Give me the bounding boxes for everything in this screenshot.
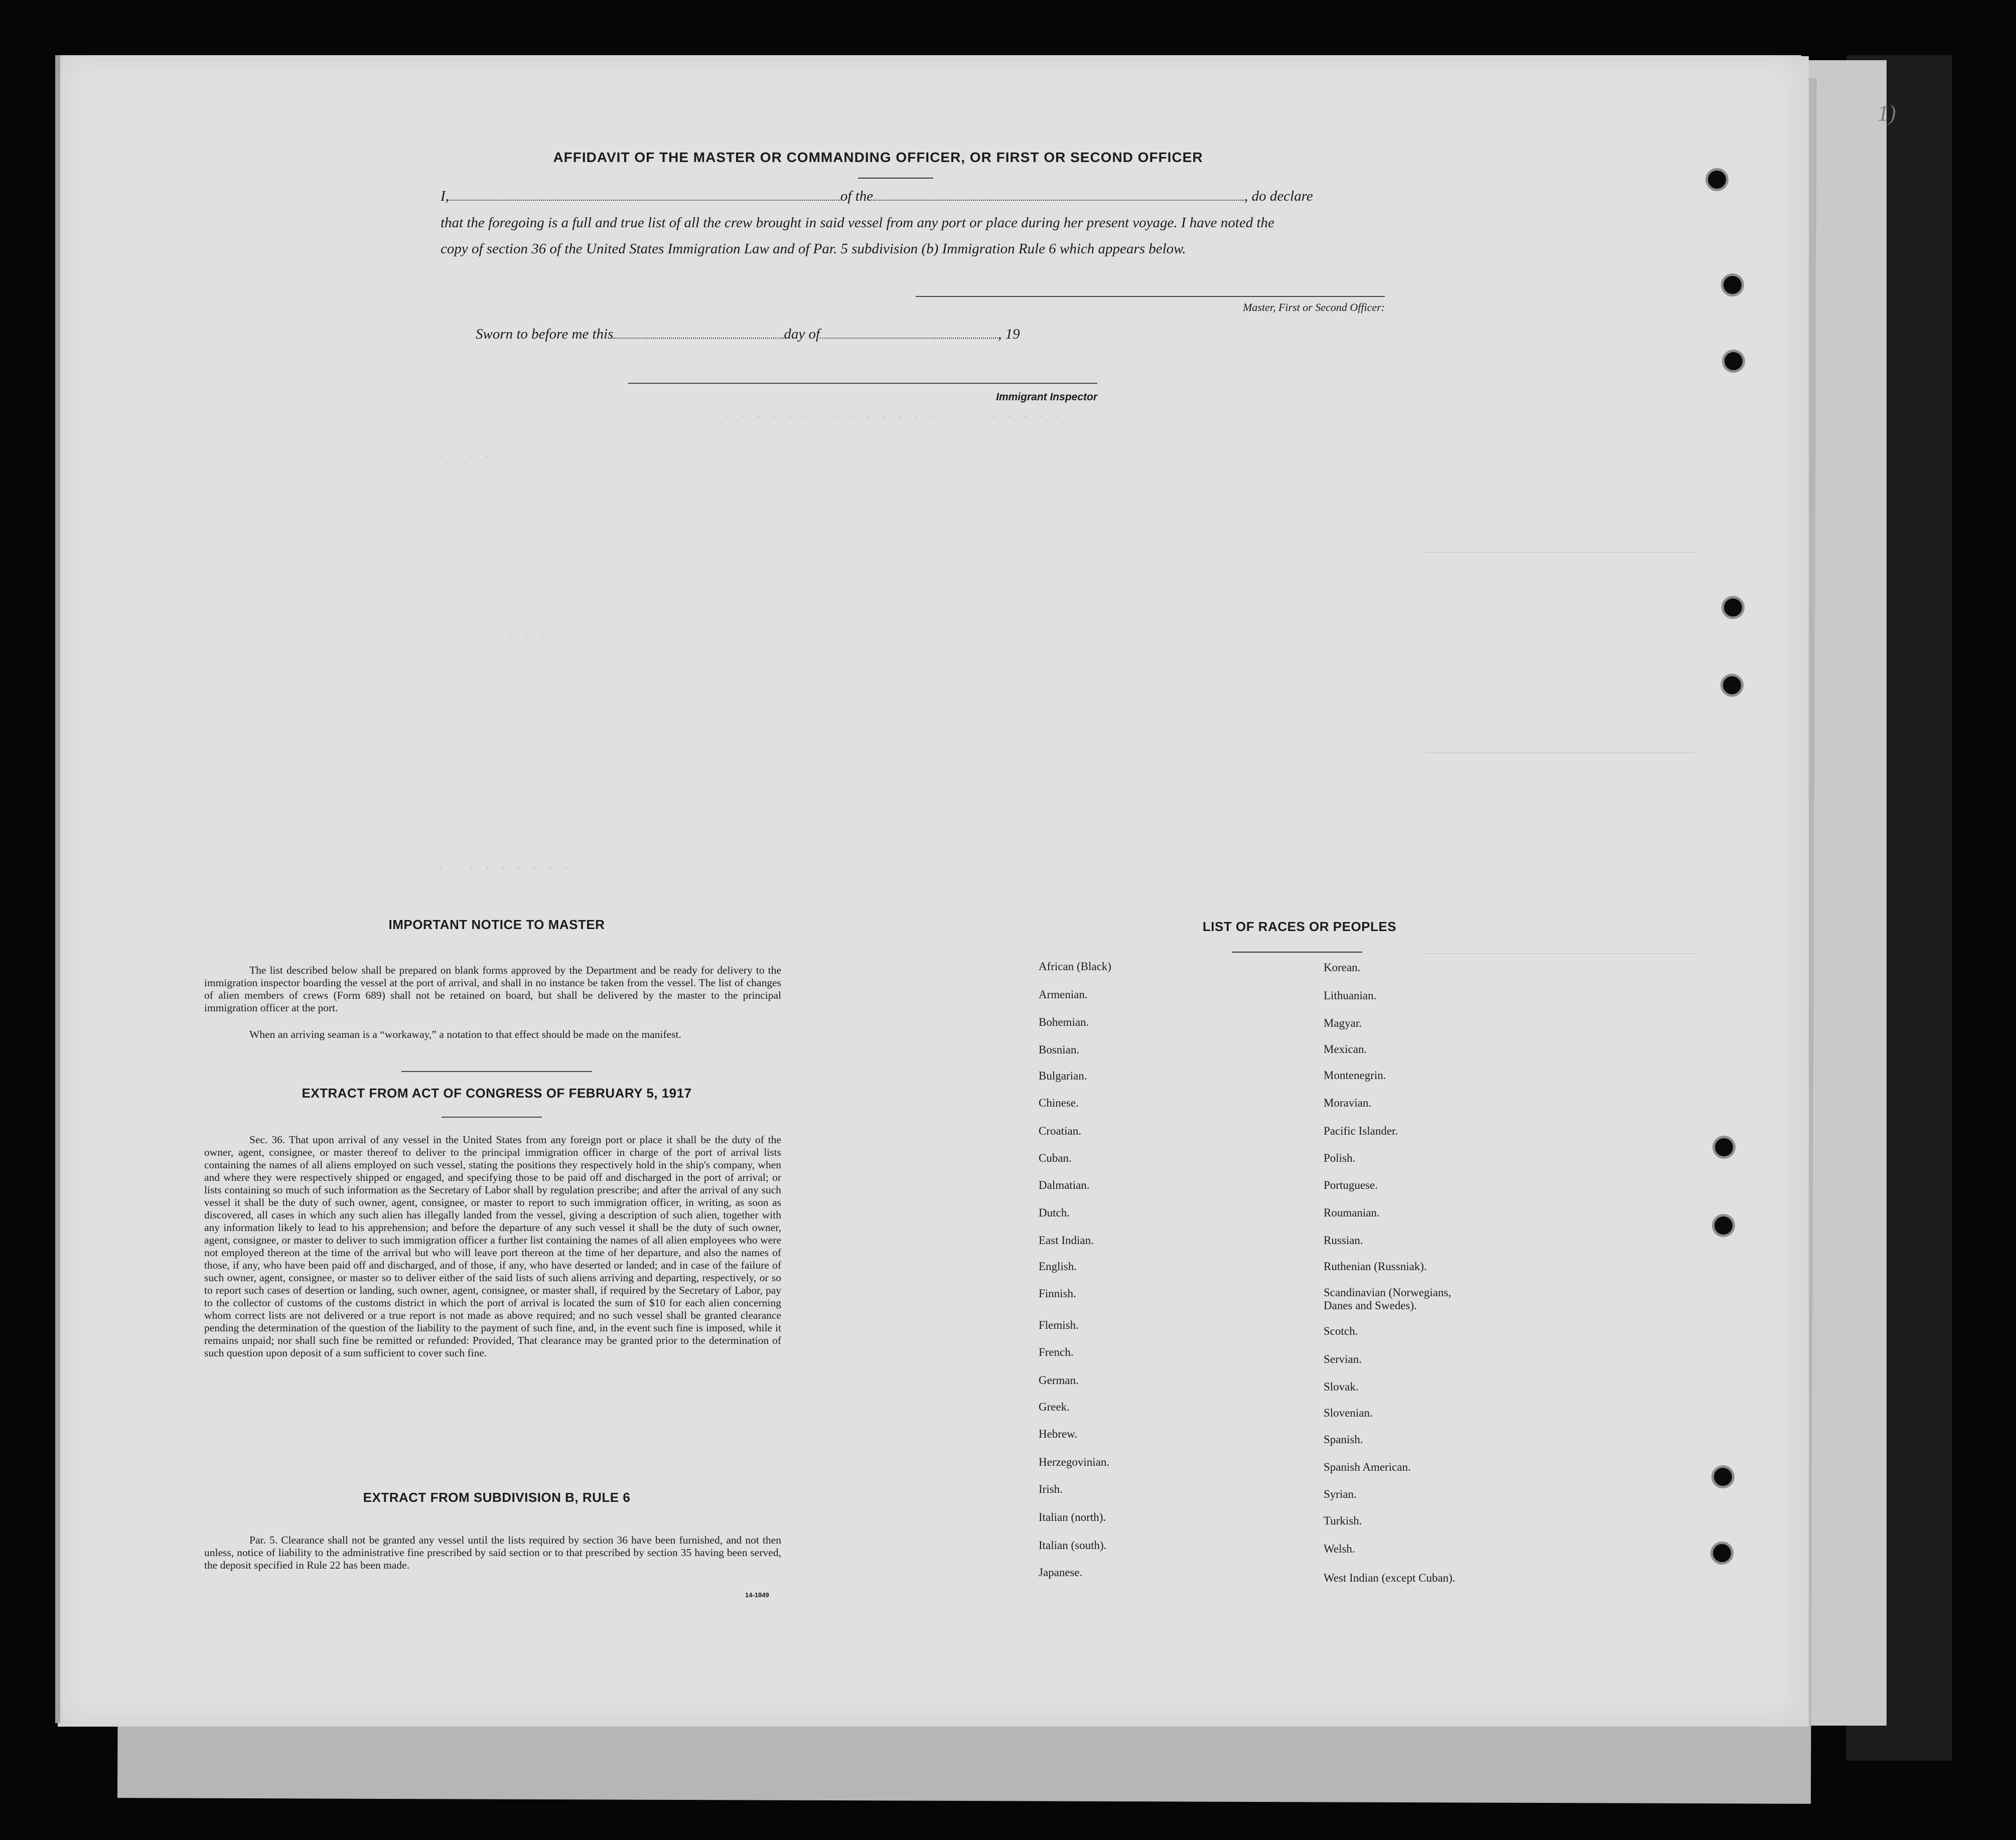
bleed-through-line [1425, 552, 1696, 553]
race-entry: Greek. [1039, 1401, 1070, 1413]
race-entry: Italian (south). [1039, 1539, 1107, 1552]
race-entry: Lithuanian. [1324, 989, 1377, 1002]
race-entry: Finnish. [1039, 1287, 1076, 1300]
rule6-paragraph-5: Par. 5. Clearance shall not be granted any vessel until the lists required by section 36 have been furnished, and not then unless, notice of liability to the administrative fine prescribed by said section or to that prescribed by section 35 having been served, the deposit specified in Rule 22 has been made. [204, 1534, 781, 1571]
race-entry: West Indian (except Cuban). [1324, 1572, 1456, 1584]
race-entry: Mexican. [1324, 1043, 1367, 1055]
rule6-extract-title: EXTRACT FROM SUBDIVISION B, RULE 6 [363, 1490, 631, 1505]
race-entry: Hebrew. [1039, 1428, 1078, 1440]
race-entry: Cuban. [1039, 1152, 1072, 1164]
race-entry: Pacific Islander. [1324, 1125, 1398, 1137]
race-entry: Welsh. [1324, 1543, 1355, 1555]
race-entry: Armenian. [1039, 988, 1088, 1001]
race-entry: Russian. [1324, 1234, 1363, 1247]
race-entry: Servian. [1324, 1353, 1362, 1365]
race-entry: French. [1039, 1346, 1074, 1358]
year-label: , 19 [998, 326, 1020, 342]
race-entry: Herzegovinian. [1039, 1456, 1110, 1468]
race-entry: Spanish American. [1324, 1461, 1411, 1473]
act-extract-title: EXTRACT FROM ACT OF CONGRESS OF FEBRUARY 5, 1917 [302, 1086, 692, 1101]
act-section-36-text: Sec. 36. That upon arrival of any vessel in the United States from any foreign port or place it shall be the duty of the owner, agent, consignee, or master thereof to deliver to the principal immigration officer in charge of the port of arrival lists containing the names of all aliens employed on such vessel, stating the positions they respectively hold in the ship's company, when and where they were respectively shipped or engaged, and specifying those to be paid off and discharged in the port of arrival; or lists containing so much of such information as the Secretary of Labor shall by regulation prescribe; and after the arrival of any such vessel it shall be the duty of such owner, agent, consignee, or master to report to such immigration officer, in writing, as soon as discovered, all cases in which any such alien has illegally landed from the vessel, giving a description of such alien, together with any information likely to lead to his apprehension; and before the departure of any such vessel it shall be the duty of such owner, agent, consignee, or master to deliver to such immigration officer a further list containing the names of all alien employees who were not employed thereon at the time of the arrival but who will leave port thereon at the time of her departure, and also the names of those, if any, who have been paid off and discharged, and of those, if any, who have deserted or landed; and in case of the failure of such owner, agent, consignee, or master so to deliver either of the said lists of such aliens arriving and departing, respectively, or so to report such cases of desertion or landing, such owner, agent, consignee, or master shall, if required by the Secretary of Labor, pay to the collector of customs of the customs district in which the port of arrival is located the sum of $10 for each alien concerning whom correct lists are not delivered or a true report is not made as above required; and no such vessel shall be granted clearance pending the determination of the question of the liability to the payment of such fine, and, in the event such fine is imposed, while it remains unpaid; nor shall such fine be remitted or refunded: Provided, That clearance may be granted prior to the determination of such question upon deposit of a sum sufficient to cover such fine. [204, 1134, 781, 1359]
races-list-title: LIST OF RACES OR PEOPLES [1202, 919, 1397, 934]
races-title-rule [1232, 952, 1362, 953]
punch-hole [1721, 596, 1745, 619]
form-number: 14-1849 [745, 1591, 769, 1599]
punch-hole [1705, 168, 1729, 191]
punch-hole [1722, 350, 1745, 373]
bleed-through-text: . . . . . . . . . [437, 858, 570, 873]
section-rule [442, 1117, 542, 1118]
race-entry: East Indian. [1039, 1234, 1094, 1247]
master-signature-label: Master, First or Second Officer: [1243, 301, 1385, 314]
notice-title: IMPORTANT NOTICE TO MASTER [388, 917, 605, 932]
race-entry: Roumanian. [1324, 1206, 1380, 1219]
race-entry: Japanese. [1039, 1566, 1083, 1579]
race-entry: Dutch. [1039, 1206, 1070, 1219]
punch-hole [1712, 1136, 1736, 1159]
bleed-through-line [1425, 752, 1696, 753]
race-entry: Bohemian. [1039, 1016, 1089, 1028]
bleed-through-text: . . . . . . . . . . . . . . . . . . . . . . . . [692, 406, 1061, 421]
bleed-through-text: . . . . [437, 446, 492, 462]
punch-hole [1710, 1542, 1734, 1565]
day-of-label: day of [784, 326, 820, 342]
race-entry: Flemish. [1039, 1319, 1079, 1331]
declaration-line-3: copy of section 36 of the United States Immigration Law and of Par. 5 subdivision (b) Immigration Rule 6 which appears below. [441, 241, 1186, 257]
section-rule [401, 1071, 592, 1072]
race-entry: Bosnian. [1039, 1043, 1080, 1056]
title-rule [858, 178, 933, 179]
race-entry: Syrian. [1324, 1488, 1357, 1500]
race-entry: Moravian. [1324, 1097, 1372, 1109]
sworn-month-field[interactable] [820, 327, 998, 339]
vessel-name-field[interactable] [873, 189, 1244, 201]
race-entry: African (Black) [1039, 960, 1111, 973]
race-entry: Spanish. [1324, 1433, 1363, 1446]
race-entry: German. [1039, 1374, 1079, 1387]
race-entry: Turkish. [1324, 1514, 1362, 1527]
punch-hole [1721, 273, 1744, 296]
declarant-name-field[interactable] [449, 189, 840, 201]
race-entry: Montenegrin. [1324, 1069, 1386, 1082]
race-entry: Chinese. [1039, 1097, 1079, 1109]
race-entry: Portuguese. [1324, 1179, 1378, 1191]
race-entry: Croatian. [1039, 1125, 1081, 1137]
race-entry: Slovak. [1324, 1381, 1359, 1393]
notice-paragraph-1: The list described below shall be prepared on blank forms approved by the Department and be ready for delivery to the immigration inspector boarding the vessel at the port of arrival, and shall in no instance be taken from the vessel. The list of changes of alien members of crews (Form 689) shall not be retained on board, but shall be delivered by the master to the principal immigration officer at the port. [204, 964, 781, 1014]
declare-label: , do declare [1244, 188, 1313, 204]
race-entry: Scotch. [1324, 1325, 1358, 1337]
punch-hole [1720, 674, 1744, 697]
sworn-line [476, 326, 1020, 343]
affidavit-title: AFFIDAVIT OF THE MASTER OR COMMANDING OFFICER, OR FIRST OR SECOND OFFICER [553, 149, 1203, 165]
declaration-line-1 [441, 188, 1386, 205]
inspector-signature-field[interactable] [628, 383, 1097, 384]
sworn-day-field[interactable] [613, 327, 784, 339]
master-signature-field[interactable] [916, 296, 1385, 297]
notice-paragraph-2: When an arriving seaman is a “workaway,” a notation to that effect should be made on the manifest. [249, 1028, 681, 1040]
bleed-through-line [1425, 953, 1696, 954]
race-entry: Slovenian. [1324, 1407, 1373, 1419]
race-entry: Korean. [1324, 961, 1361, 974]
punch-hole [1711, 1465, 1735, 1488]
race-entry: Scandinavian (Norwegians, Danes and Swedes). [1324, 1286, 1452, 1312]
race-entry: English. [1039, 1260, 1077, 1273]
declarant-label: I, [441, 188, 449, 204]
inspector-label: Immigrant Inspector [996, 391, 1097, 403]
race-entry: Ruthenian (Russniak). [1324, 1260, 1427, 1273]
punch-hole [1712, 1214, 1735, 1237]
corner-pencil-mark: 1) [1878, 101, 1896, 125]
bleed-through-text: . . . . [507, 627, 562, 642]
race-entry: Dalmatian. [1039, 1179, 1090, 1191]
vessel-label: of the [840, 188, 874, 204]
declaration-line-2: that the foregoing is a full and true list of all the crew brought in said vessel from any port or place during her present voyage. I have noted the [441, 215, 1274, 231]
race-entry: Irish. [1039, 1483, 1063, 1495]
race-entry: Bulgarian. [1039, 1069, 1087, 1082]
sworn-label: Sworn to before me this [476, 326, 614, 342]
race-entry: Italian (north). [1039, 1511, 1106, 1523]
race-entry: Magyar. [1324, 1017, 1362, 1029]
race-entry: Polish. [1324, 1152, 1356, 1164]
